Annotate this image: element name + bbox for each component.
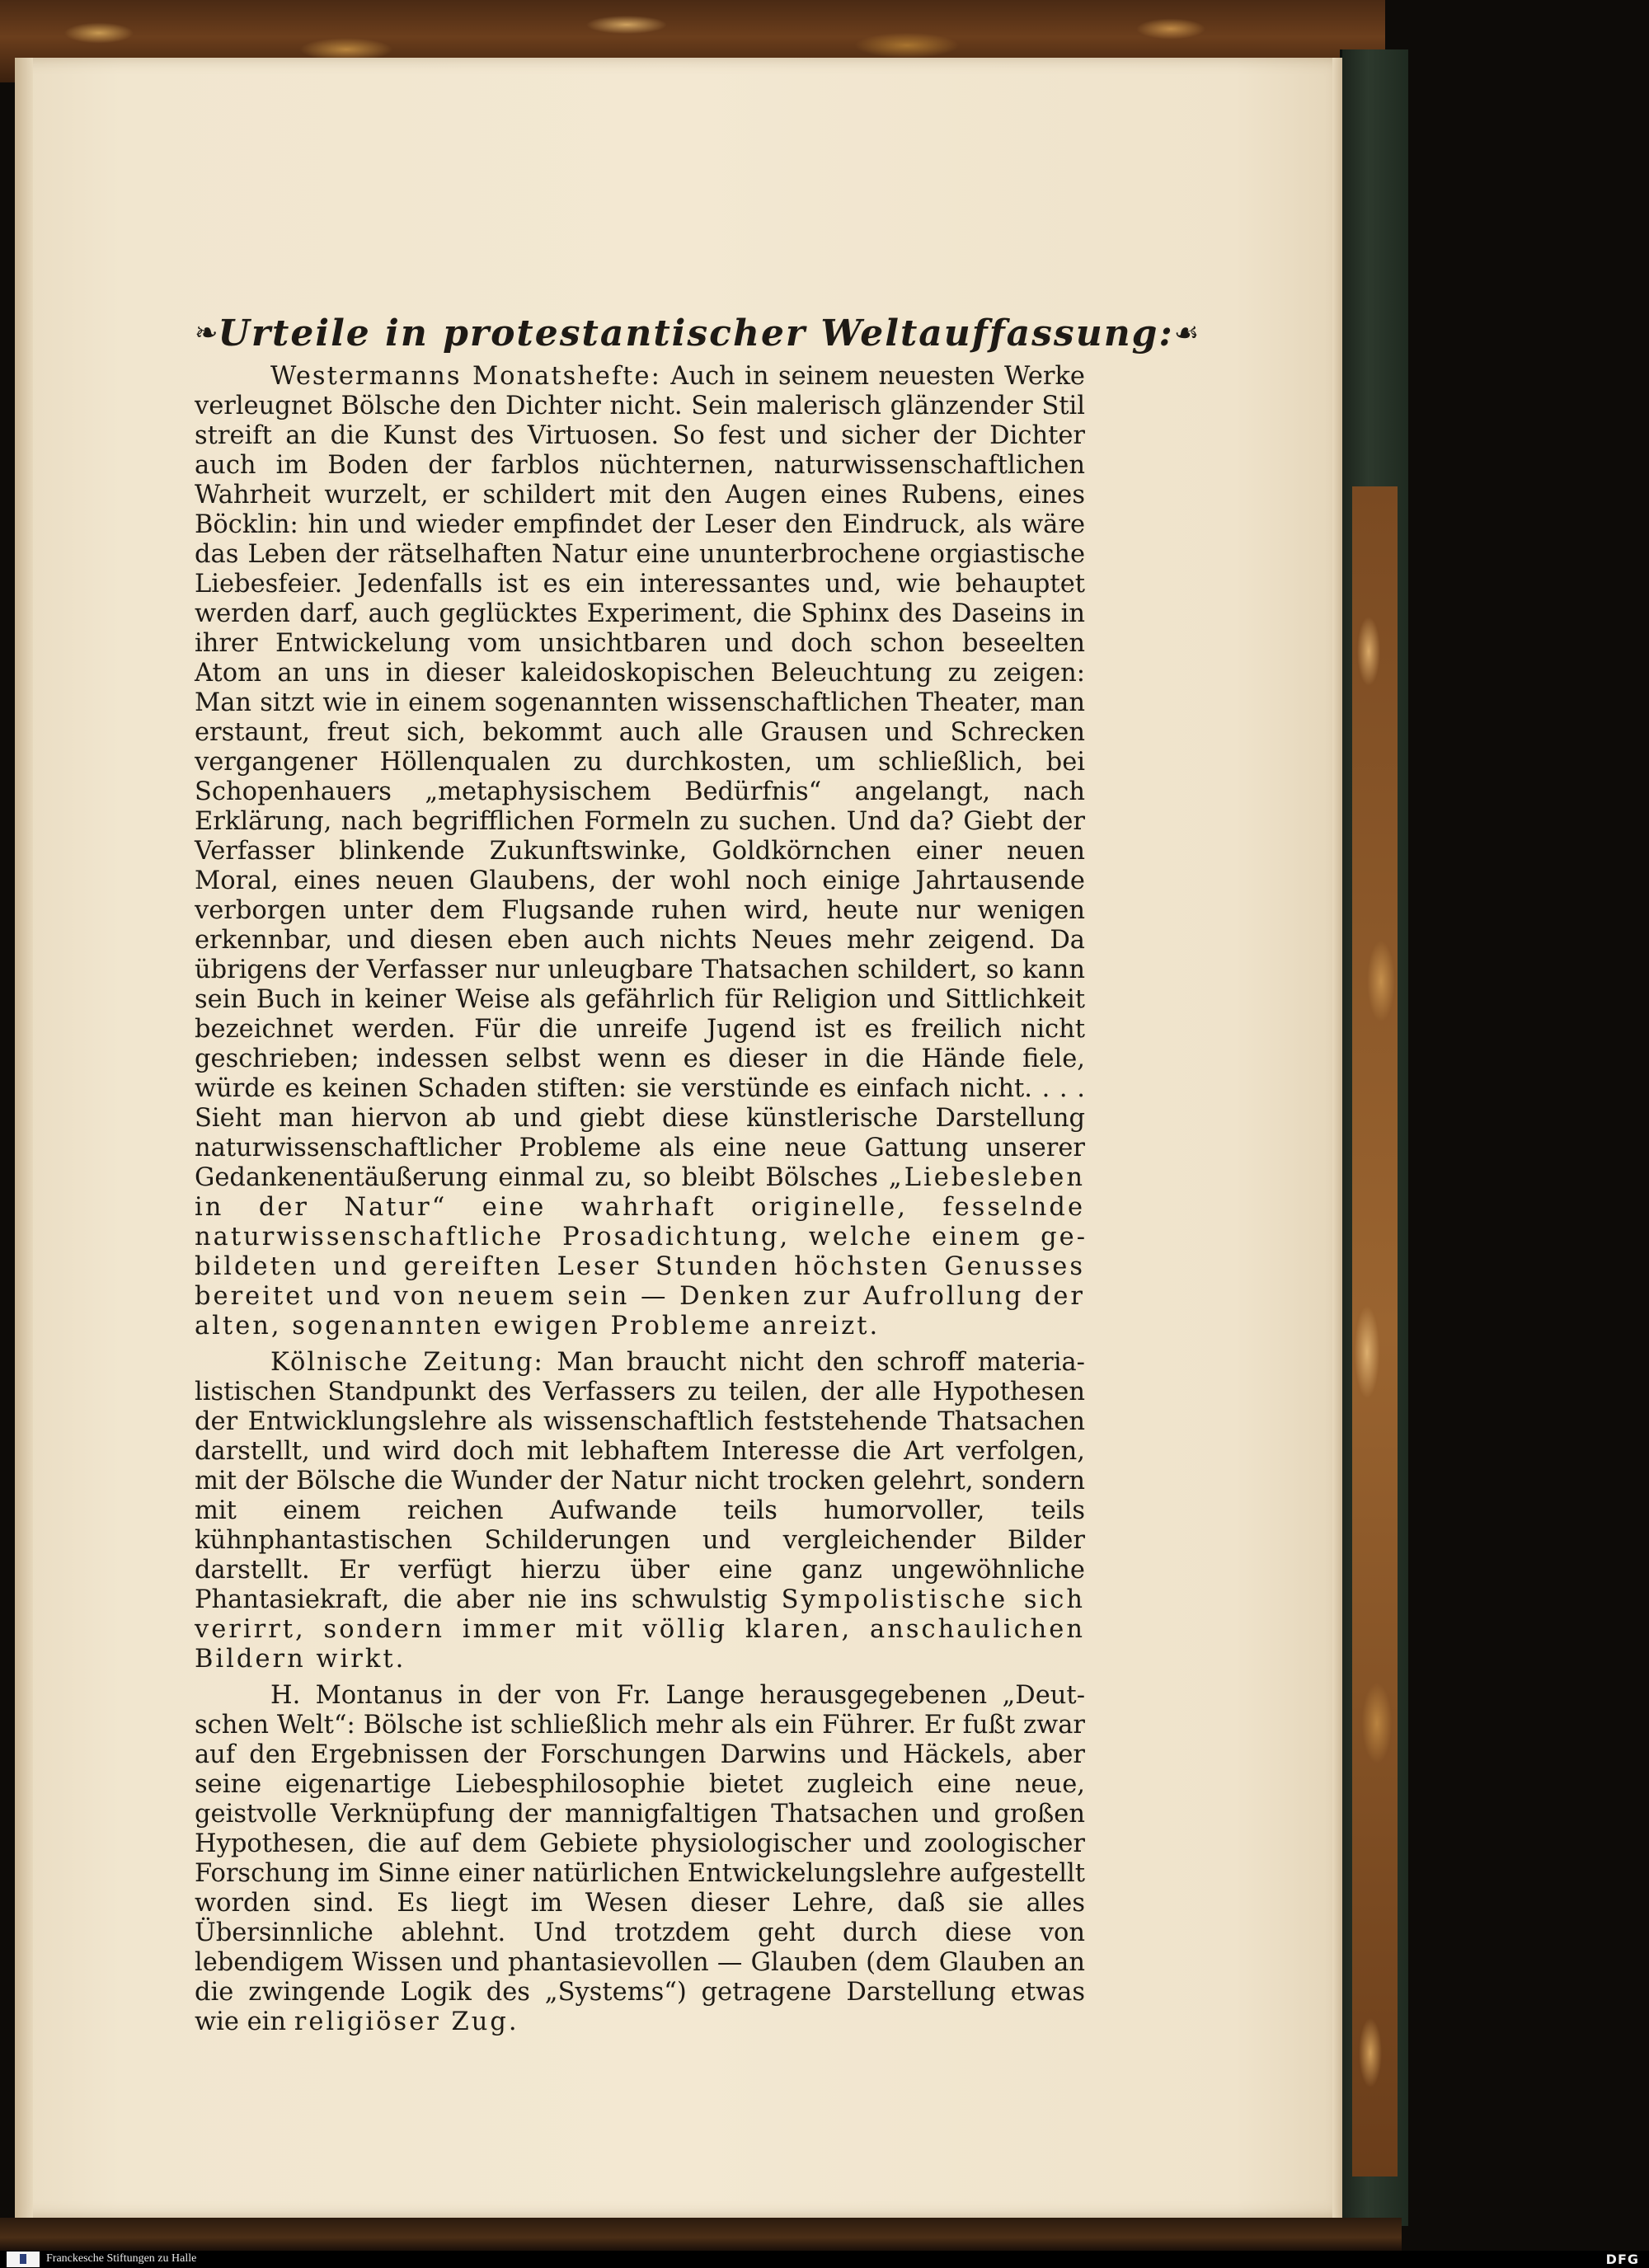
funder-logo: DFG [1605, 2252, 1639, 2267]
review-source: Westermanns Monatshefte: [270, 362, 661, 391]
review-text: Auch in seinem neuesten Werke verleugnet Bölsche den Dichter nicht. Sein malerisch glänzender Stil streift an die Kunst des Virtuosen. So fest und sicher der Dichter auch im Boden der farblos nüchternen, naturwissenschaftlichen Wahrheit wurzelt, er schildert mit den Augen eines Rubens, eines Böcklin: hin und wieder empfindet der Leser den Eindruck, als wäre das Leben der rätselhaften Natur eine ununterbrochene orgiastische Liebesfeier. Jedenfalls ist es ein interessantes und, wie behauptet werden darf, auch geglücktes Experiment, die Sphinx des Daseins in ihrer Entwickelung vom unsichtbaren und doch schon beseelten Atom an uns in dieser kaleidoskopischen Beleuchtung zu zeigen: Man sitzt wie in einem sogenannten wissenschaftlichen Theater, man erstaunt, freut sich, bekommt auch alle Grausen und Schrecken vergangener Höllenqualen zu durchkosten, um schließlich, bei Schopenhauers „metaphysischem Bedürfnis“ angelangt, nach Erklärung, nach begrifflichen Formeln zu suchen. Und da? Giebt der Verfasser blinkende Zukunftswinke, Goldkörnchen einer neuen Moral, eines neuen Glaubens, der wohl noch einige Jahrtausende verborgen unter dem Flugsande ruhen wird, heute nur wenigen erkennbar, und diesen eben auch nichts Neues mehr zeigend. Da übrigens der Verfasser nur unleugbare Thatsachen schildert, so kann sein Buch in keiner Weise als gefährlich für Religion und Sittlichkeit bezeichnet werden. Für die unreife Jugend ist es freilich nicht geschrieben; indessen selbst wenn es dieser in die Hände fiele, würde es keinen Schaden stiften: sie verstünde es einfach nicht. . . . Sieht man hiervon ab und giebt diese künstlerische Darstellung naturwissenschaftlicher Probleme als eine neue Gattung unserer Gedankenentäußerung einmal zu, so bleibt Bölsches [195, 362, 1085, 1192]
section-heading-text: Urteile in protestantischer Weltauffassung: [218, 312, 1174, 355]
institution-name: Franckesche Stiftungen zu Halle [46, 2252, 197, 2265]
review-text-spaced: religiöser Zug. [294, 2007, 519, 2036]
review-paragraph-westermann [195, 362, 1085, 1341]
review-text-spaced: „Liebesleben in der Natur“ eine wahrhaft originelle, fesselnde naturwissenschaftliche Prosadichtung, welche einem gebildeten und gereiften Leser Stunden höchsten Genusses bereitet und von neuem sein — Denken zur Aufrollung der alten, sogenannten ewigen Probleme anreizt. [195, 1163, 1085, 1341]
review-paragraph-koelnische [195, 1348, 1085, 1674]
footer-bar [0, 2251, 1649, 2268]
institution-logo-icon [7, 2252, 40, 2267]
page-edge [1332, 58, 1342, 2218]
review-source: Kölnische Zeitung: [270, 1348, 544, 1377]
cover-bottom-edge [0, 2218, 1402, 2251]
text-block [195, 309, 1200, 2044]
review-paragraph-montanus [195, 1681, 1085, 2037]
page-gutter [15, 58, 33, 2218]
section-heading [195, 309, 1200, 357]
review-text: Man braucht nicht den schroff materialistischen Standpunkt des Verfassers zu teilen, der alle Hypothesen der Entwicklungslehre als wissenschaftlich feststehende Thatsachen darstellt, und wird doch mit lebhaftem Interesse die Art verfolgen, mit der Bölsche die Wunder der Natur nicht trocken gelehrt, sondern mit einem reichen Aufwande teils humorvoller, teils kühnphantastischen Schilderungen und vergleichender Bilder darstellt. Er verfügt hierzu über eine ganz ungewöhnliche Phantasiekraft, die aber nie ins schwulstig [195, 1348, 1085, 1614]
review-text-spaced: Sympolistische sich verirrt, sondern immer mit völlig klaren, anschaulichen Bildern wirkt. [195, 1585, 1085, 1674]
book-page [15, 58, 1342, 2218]
flourish-ornament-icon: ☙ [1173, 317, 1200, 350]
flourish-ornament-icon: ❧ [195, 317, 218, 350]
review-text: in der von Fr. Lange herausgegebenen „Deutschen Welt“: Bölsche ist schließlich mehr als ein Führer. Er fußt zwar auf den Ergebnissen der Forschungen Darwins und Häckels, aber seine eigenartige Liebesphilosophie bietet zugleich eine neue, geistvolle Verknüpfung der mannigfaltigen Thatsachen und großen Hypothesen, die auf dem Gebiete physiologischer und zoologischer Forschung im Sinne einer natürlichen Entwickelungslehre aufgestellt worden sind. Es liegt im Wesen dieser Lehre, daß sie alles Übersinnliche ablehnt. Und trotzdem geht durch diese von lebendigem Wissen und phantasievollen — Glauben (dem Glauben an die zwingende Logik des „Systems“) getragene Darstellung etwas wie ein [195, 1681, 1085, 2036]
review-source: H. Montanus [270, 1681, 444, 1710]
marbled-cover-edge [1352, 486, 1398, 2176]
